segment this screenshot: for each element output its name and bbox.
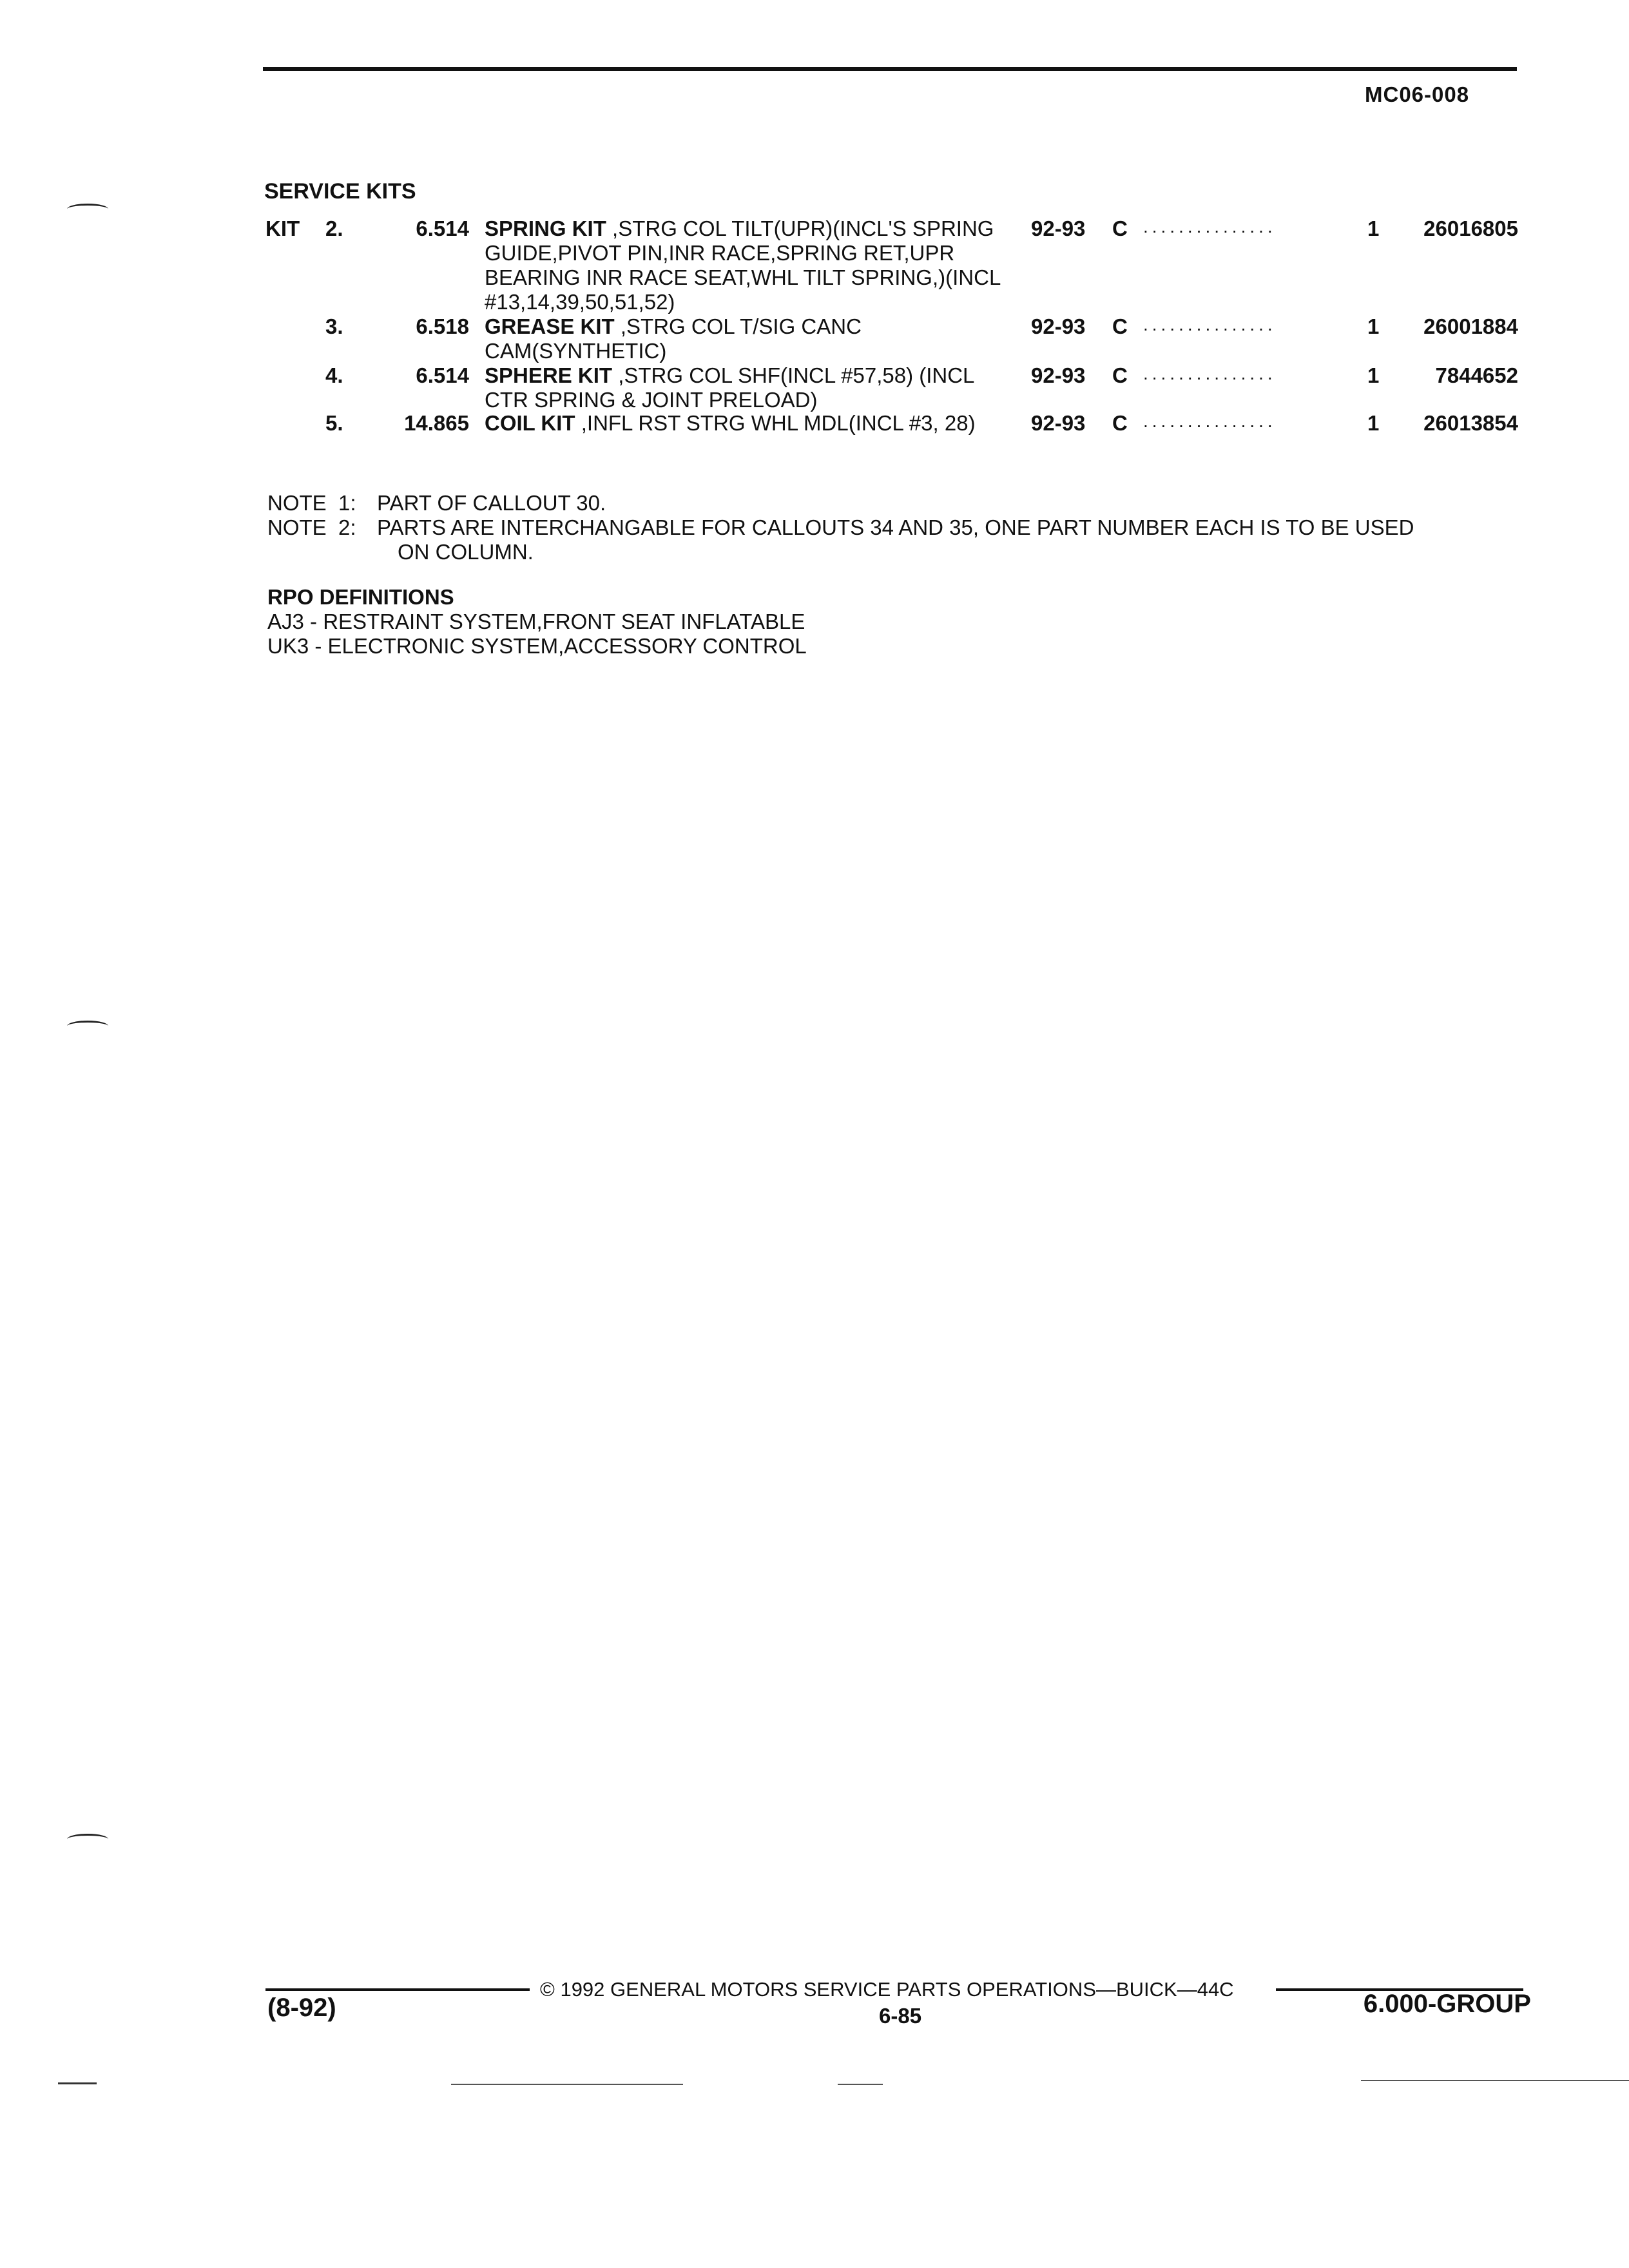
header-rule <box>263 67 1517 71</box>
rpo-definitions <box>267 585 807 658</box>
model-years: 92-93 <box>1031 216 1086 240</box>
section-title: SERVICE KITS <box>264 179 416 204</box>
note-label: NOTE 2: <box>267 515 356 539</box>
series-code: C <box>1112 411 1128 435</box>
note-item <box>267 491 1414 515</box>
scan-line <box>1361 2080 1629 2081</box>
part-number: 26001884 <box>1423 314 1518 338</box>
group-number: 6.000-GROUP <box>1363 1990 1531 2018</box>
series-code: C <box>1112 363 1128 387</box>
note-item <box>267 515 1414 540</box>
page-number: 6-85 <box>879 2004 922 2028</box>
copyright-text: © 1992 GENERAL MOTORS SERVICE PARTS OPERATIONS—BUICK—44C <box>540 1978 1234 2001</box>
document-code: MC06-008 <box>1365 82 1470 106</box>
note-label: NOTE 1: <box>267 491 356 515</box>
part-number: 26016805 <box>1423 216 1518 240</box>
binder-mark <box>67 1834 108 1845</box>
part-number: 7844652 <box>1435 363 1518 387</box>
callout-number: 2. <box>325 216 343 240</box>
leader-dots: ............... <box>1143 216 1277 236</box>
part-name: GREASE KIT <box>485 314 615 338</box>
part-description <box>485 314 1007 363</box>
part-name: COIL KIT <box>485 411 575 435</box>
rpo-item: UK3 - ELECTRONIC SYSTEM,ACCESSORY CONTROL <box>267 634 807 658</box>
model-years: 92-93 <box>1031 411 1086 435</box>
part-name: SPRING KIT <box>485 216 606 240</box>
part-description <box>485 411 1007 436</box>
note-text: PARTS ARE INTERCHANGABLE FOR CALLOUTS 34 AND 35, ONE PART NUMBER EACH IS TO BE USED <box>377 515 1414 539</box>
part-description <box>485 363 1007 412</box>
scan-line <box>451 2084 683 2085</box>
callout-number: 3. <box>325 314 343 338</box>
quantity: 1 <box>1367 363 1380 387</box>
series-code: C <box>1112 216 1128 240</box>
revision-date: (8-92) <box>267 1994 336 2022</box>
rpo-title: RPO DEFINITIONS <box>267 585 454 609</box>
quantity: 1 <box>1367 314 1380 338</box>
callout-number: 5. <box>325 411 343 435</box>
series-code: C <box>1112 314 1128 338</box>
binder-mark <box>67 1021 108 1032</box>
footer-rule-left <box>265 1988 530 1991</box>
reference-number: 6.514 <box>416 216 469 240</box>
leader-dots: ............... <box>1143 314 1277 334</box>
part-description <box>485 216 1007 314</box>
kit-label: KIT <box>265 216 300 240</box>
part-name: SPHERE KIT <box>485 363 613 387</box>
leader-dots: ............... <box>1143 363 1277 383</box>
scan-line <box>838 2084 883 2085</box>
reference-number: 6.514 <box>416 363 469 387</box>
reference-number: 14.865 <box>404 411 469 435</box>
part-detail: ,STRG COL T/SIG CANC CAM(SYNTHETIC) <box>485 314 862 363</box>
quantity: 1 <box>1367 411 1380 435</box>
reference-number: 6.518 <box>416 314 469 338</box>
leader-dots: ............... <box>1143 411 1277 431</box>
part-detail: ,STRG COL TILT(UPR)(INCL'S SPRING GUIDE,PIVOT PIN,INR RACE,SPRING RET,UPR BEARING INR RACE SEAT,WHL TILT SPRING,)(INCL #13,14,39,50,51,52) <box>485 216 1001 314</box>
part-number: 26013854 <box>1423 411 1518 435</box>
binder-mark <box>67 204 108 215</box>
note-continuation: ON COLUMN. <box>398 540 534 564</box>
callout-number: 4. <box>325 363 343 387</box>
model-years: 92-93 <box>1031 314 1086 338</box>
quantity: 1 <box>1367 216 1380 240</box>
notes-block <box>267 491 1414 564</box>
rpo-item: AJ3 - RESTRAINT SYSTEM,FRONT SEAT INFLATABLE <box>267 610 805 633</box>
scan-line <box>58 2082 97 2084</box>
part-detail: ,INFL RST STRG WHL MDL(INCL #3, 28) <box>575 411 976 435</box>
note-text: PART OF CALLOUT 30. <box>377 491 606 515</box>
model-years: 92-93 <box>1031 363 1086 387</box>
part-detail: ,STRG COL SHF(INCL #57,58) (INCL CTR SPRING & JOINT PRELOAD) <box>485 363 974 412</box>
